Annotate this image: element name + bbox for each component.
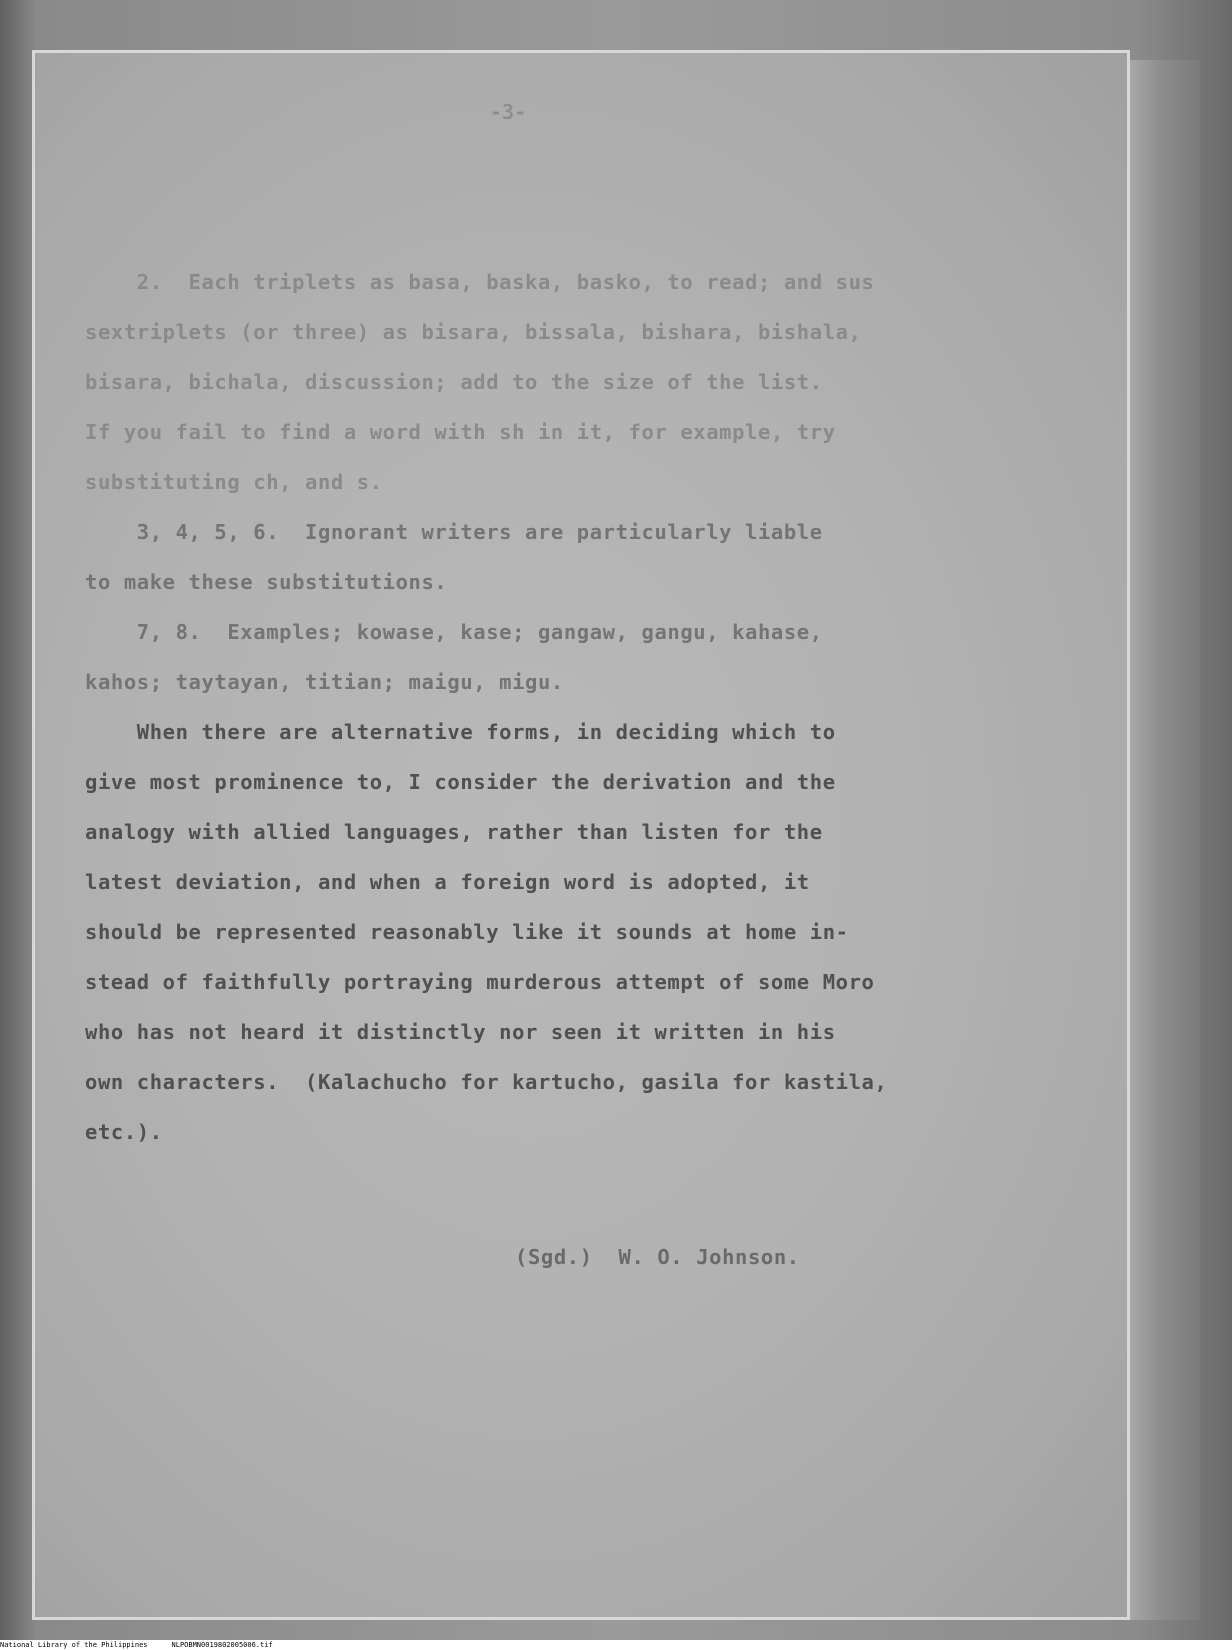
text-line: 7, 8. Examples; kowase, kase; gangaw, gangu, kahase, bbox=[85, 620, 823, 644]
text-line: to make these substitutions. bbox=[85, 570, 448, 594]
text-line: etc.). bbox=[85, 1120, 163, 1144]
text-line: should be represented reasonably like it sounds at home in- bbox=[85, 920, 849, 944]
scan-footer bbox=[0, 1640, 1232, 1650]
text-line: give most prominence to, I consider the derivation and the bbox=[85, 770, 836, 794]
text-line: latest deviation, and when a foreign word is adopted, it bbox=[85, 870, 810, 894]
text-line: kahos; taytayan, titian; maigu, migu. bbox=[85, 670, 564, 694]
body-text bbox=[85, 257, 1075, 1157]
text-line: 2. Each triplets as basa, baska, basko, to read; and sus bbox=[85, 270, 875, 294]
text-line: 3, 4, 5, 6. Ignorant writers are particularly liable bbox=[85, 520, 823, 544]
text-line: stead of faithfully portraying murderous attempt of some Moro bbox=[85, 970, 875, 994]
text-line: who has not heard it distinctly nor seen it written in his bbox=[85, 1020, 836, 1044]
text-line: When there are alternative forms, in deciding which to bbox=[85, 720, 836, 744]
text-line: bisara, bichala, discussion; add to the size of the list. bbox=[85, 370, 823, 394]
signature: (Sgd.) W. O. Johnson. bbox=[515, 1245, 800, 1269]
text-line: If you fail to find a word with sh in it, for example, try bbox=[85, 420, 836, 444]
footer-library: National Library of the Philippines bbox=[0, 1641, 148, 1649]
text-line: substituting ch, and s. bbox=[85, 470, 383, 494]
page-stack-edge bbox=[1130, 60, 1200, 1620]
footer-filename: NLPOBMN0019802005006.tif bbox=[171, 1641, 273, 1649]
text-line: own characters. (Kalachucho for kartucho, gasila for kastila, bbox=[85, 1070, 888, 1094]
text-line: sextriplets (or three) as bisara, bissala, bishara, bishala, bbox=[85, 320, 862, 344]
page-number: -3- bbox=[490, 100, 527, 124]
text-line: analogy with allied languages, rather than listen for the bbox=[85, 820, 823, 844]
